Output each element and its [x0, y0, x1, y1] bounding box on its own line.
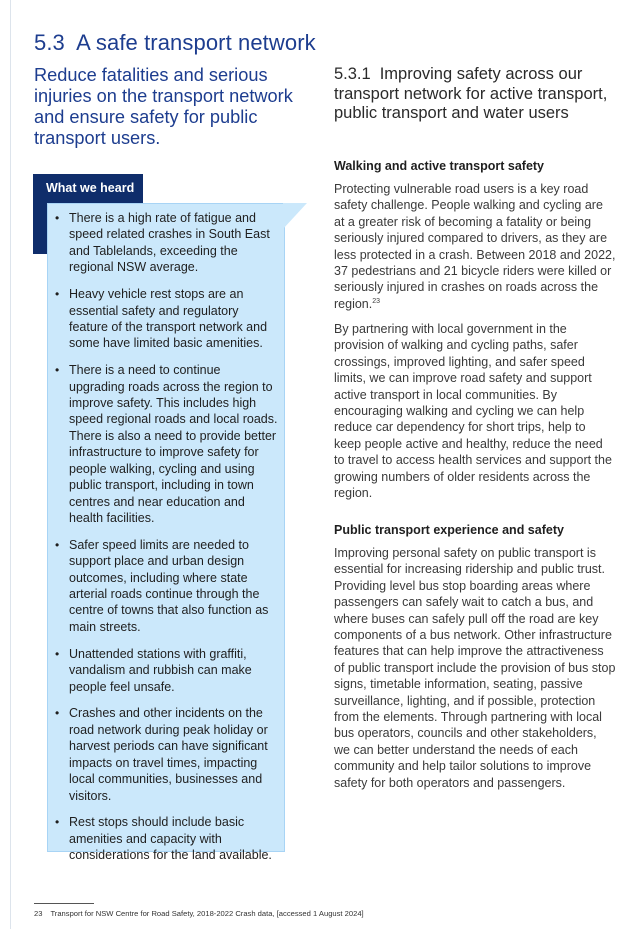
list-item-text: Heavy vehicle rest stops are an essential safety and regulatory feature of the transport network and some have limited basic amenities. [69, 287, 268, 351]
walking-safety-heading: Walking and active transport safety [334, 159, 545, 173]
walking-safety-section [334, 159, 616, 173]
list-item-text: There is a high rate of fatigue and speed related crashes in South East and Tablelands, exceeding the regional NSW average. [69, 211, 270, 275]
public-transport-section [334, 523, 616, 537]
bullet-icon: • [55, 646, 60, 661]
footnote-divider [34, 903, 94, 904]
footnote-text: Transport for NSW Centre for Road Safety, 2018-2022 Crash data, [accessed 1 August 2024] [50, 909, 364, 918]
what-we-heard-title: What we heard [46, 181, 135, 195]
public-transport-paragraph: Improving personal safety on public transport is essential for increasing ridership and public trust. Providing level bus stop boarding areas where passengers can safely wait to catch a bus, and where buses can safely pull off the road are key components of a bus network. Other infrastructure features that can help improve the attractiveness of public transport include the provision of bus stop signs, timetable information, seating, passive surveillance, lighting, and if possible, protection from the elements. Through partnering with local bus operators, councils and other stakeholders, we can better understand the needs of each community and help tailor solutions to improve safety for both operators and passengers. [334, 546, 616, 790]
bullet-icon: • [55, 537, 60, 552]
walking-safety-para1-block [334, 181, 616, 312]
section-lead: Reduce fatalities and serious injuries on the transport network and ensure safety for public transport users. [34, 65, 293, 148]
list-item [52, 705, 278, 803]
subsection-heading [334, 65, 614, 124]
list-item [52, 537, 278, 635]
what-we-heard-list [52, 210, 278, 874]
page-margin-rule [10, 0, 11, 929]
footnote-reference: 23 [372, 297, 381, 305]
footnote-number: 23 [34, 909, 43, 918]
walking-safety-para2-block [334, 321, 616, 501]
subsection-title: Improving safety across our transport network for active transport, public transport and water users [334, 65, 608, 122]
list-item-text: Unattended stations with graffiti, vandalism and rubbish can make people feel unsafe. [69, 646, 252, 694]
footnote [34, 909, 364, 918]
bullet-icon: • [55, 363, 60, 378]
walking-safety-paragraph-2: By partnering with local government in the provision of walking and cycling paths, safer crossings, improved lighting, and safer speed limits, we can improve road safety and support active transport in local communities. By encouraging walking and cycling we can help reduce car dependency for short trips, help to keep people active and healthy, reduce the need to travel to access health services and support the growing numbers of older residents across the region. [334, 322, 612, 501]
bullet-icon: • [55, 815, 60, 830]
list-item-text: Rest stops should include basic amenities and capacity with considerations for the land available. [69, 815, 272, 863]
public-transport-heading: Public transport experience and safety [334, 523, 564, 537]
bullet-icon: • [55, 287, 60, 302]
walking-safety-paragraph-1 [334, 181, 616, 312]
what-we-heard-panel-corner [283, 203, 307, 229]
list-item-text: Crashes and other incidents on the road network during peak holiday or harvest periods can have significant impacts on travel times, impacting local communities, businesses and visitors. [69, 706, 268, 803]
list-item [52, 362, 278, 526]
subsection-number: 5.3.1 [334, 65, 371, 83]
section-title [34, 30, 316, 56]
list-item-text: There is a need to continue upgrading roads across the region to improve safety. This includes high speed regional roads and local roads. There is also a need to provide better infrastructure to improve safety for people walking, cycling and using public transport, including in town centres and near education and health facilities. [69, 363, 278, 525]
public-transport-para-block [334, 545, 616, 791]
list-item-text: Safer speed limits are needed to support place and urban design outcomes, including where state arterial roads continue through the centre of towns that also function as main streets. [69, 537, 269, 634]
bullet-icon: • [55, 211, 60, 225]
list-item [52, 814, 278, 863]
list-item [52, 646, 278, 695]
bullet-icon: • [55, 706, 60, 721]
list-item [52, 210, 278, 276]
walking-safety-paragraph-1-text: Protecting vulnerable road users is a key road safety challenge. People walking and cycling are at a greater risk of becoming a fatality or being seriously injured compared to drivers, as they are less protected in a crash. Between 2018 and 2022, 37 pedestrians and 21 bicycle riders were killed or seriously injured in crashes on roads across the region. [334, 182, 616, 311]
section-title-text: A safe transport network [76, 30, 316, 55]
section-number: 5.3 [34, 30, 65, 55]
list-item [52, 286, 278, 352]
